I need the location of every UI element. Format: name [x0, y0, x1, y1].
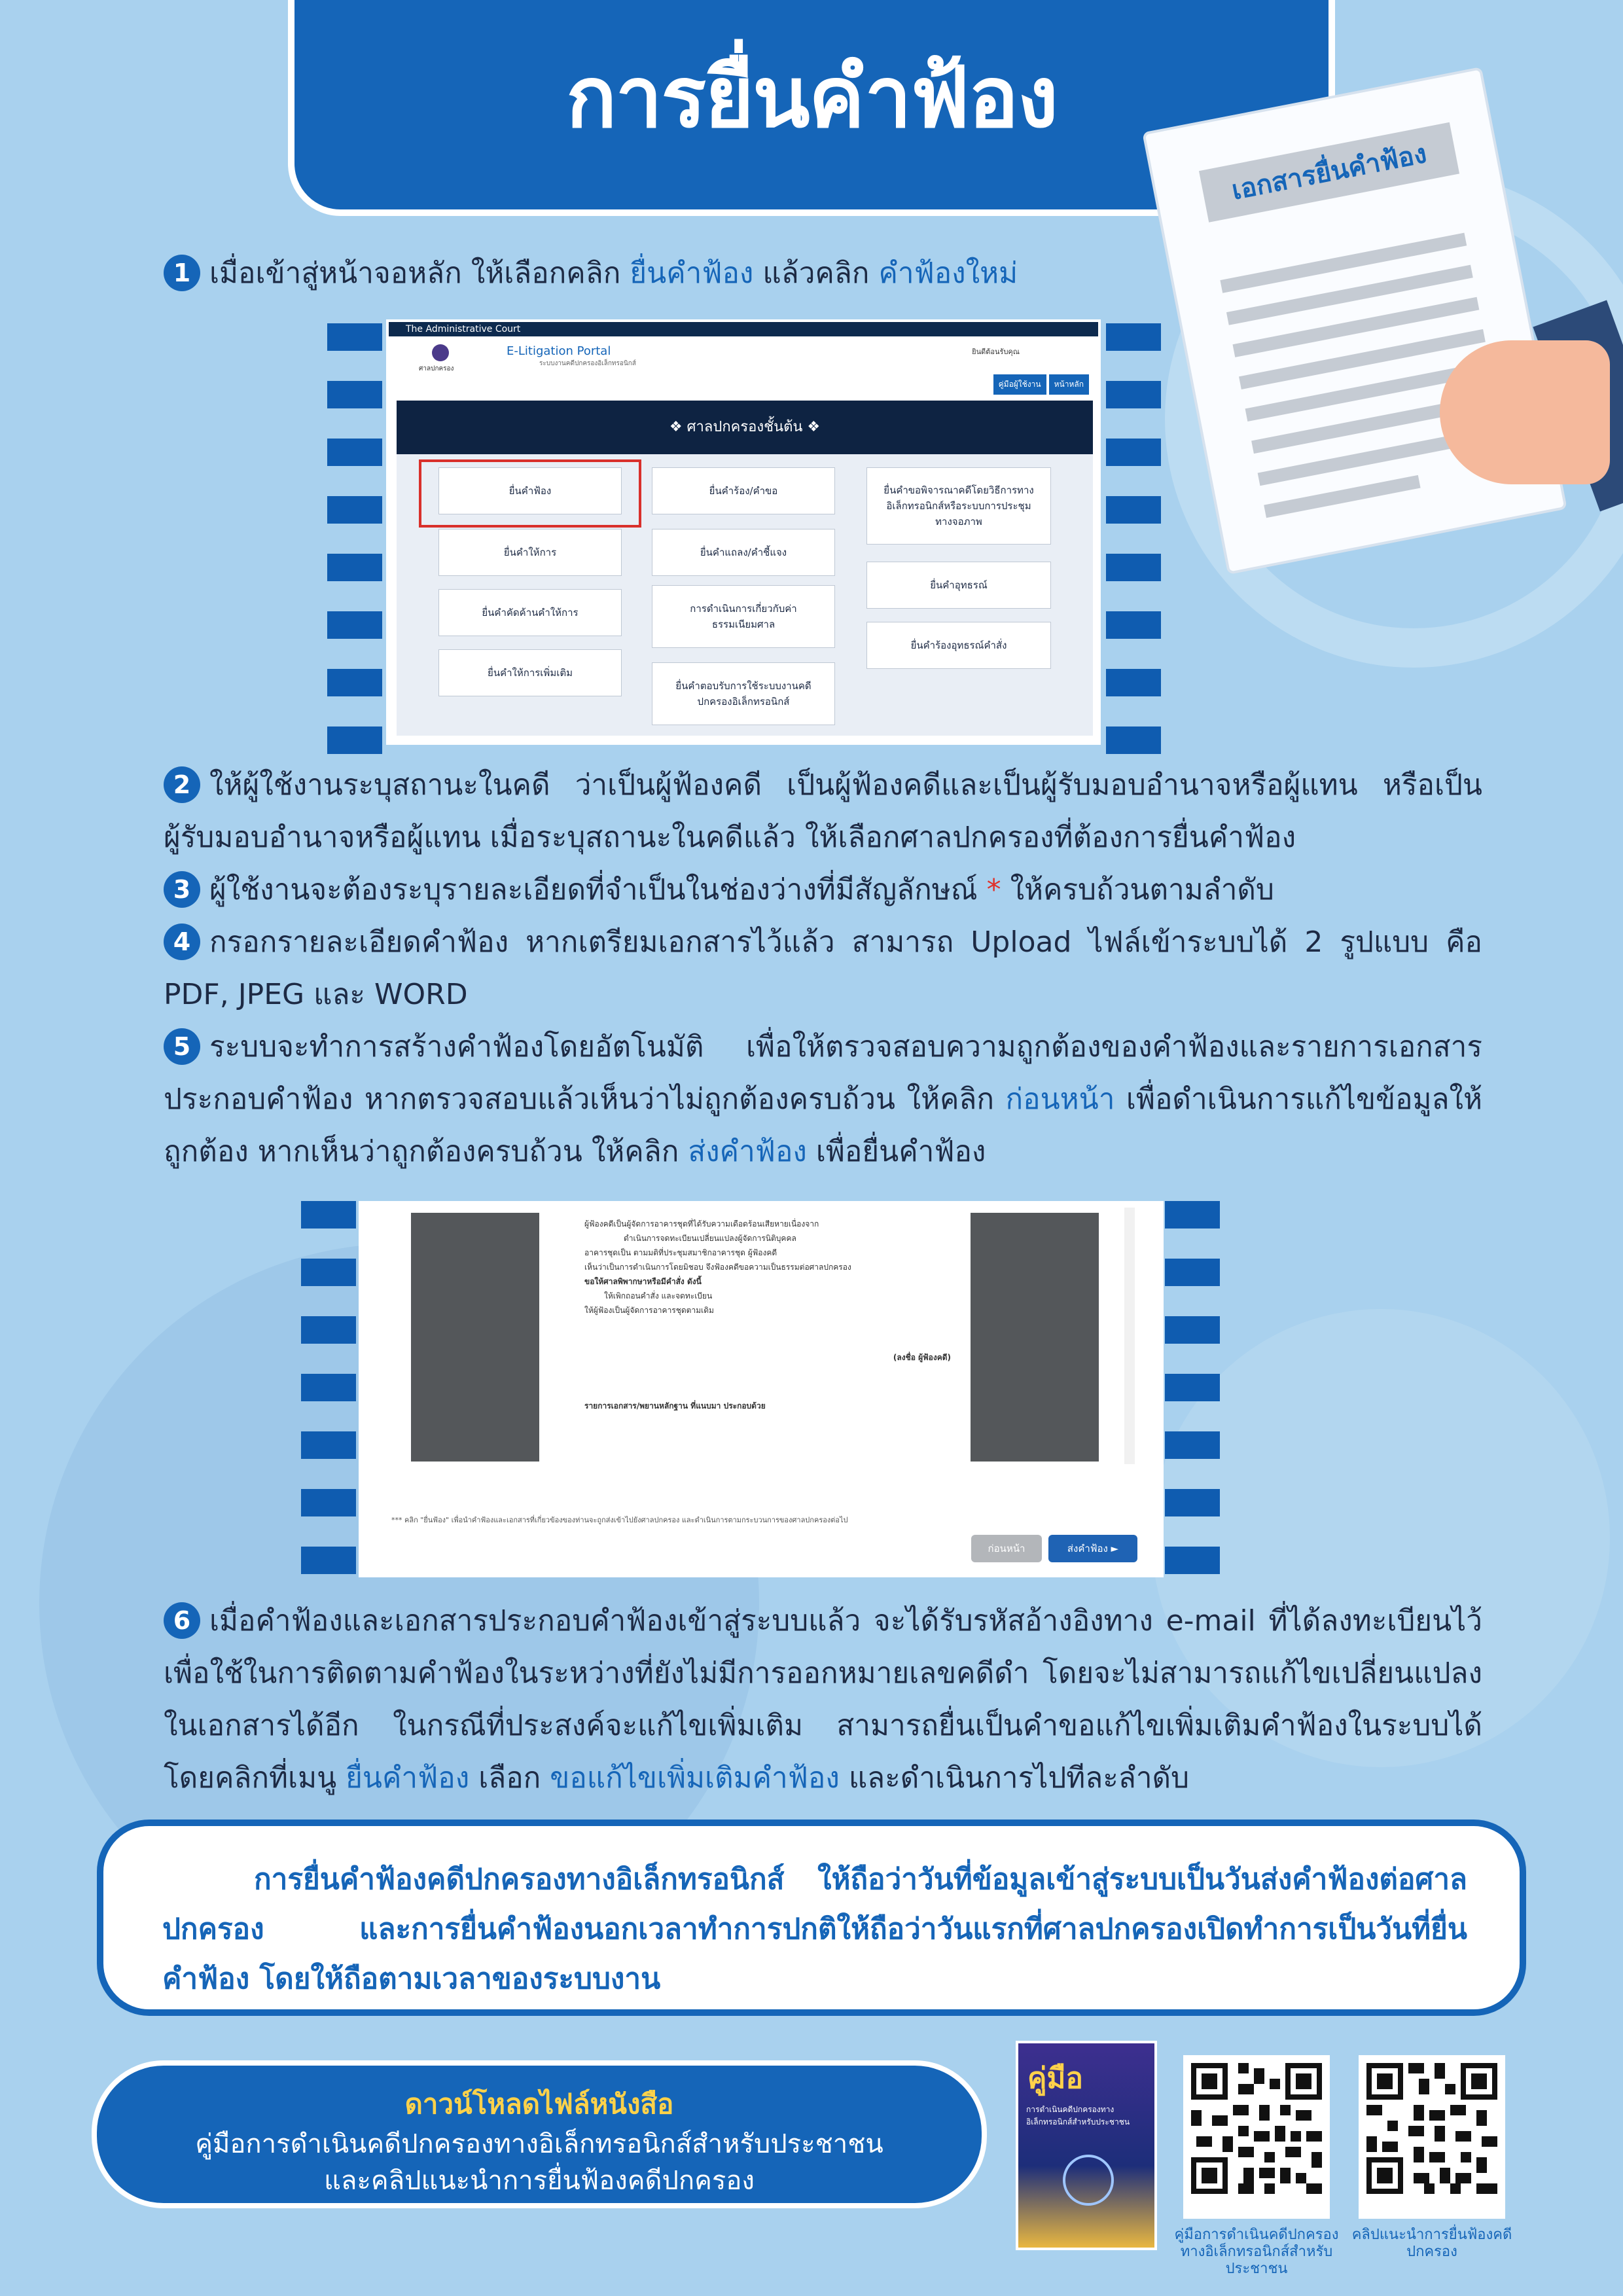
menu-petition[interactable]: ยื่นคำร้อง/คำขอ: [652, 467, 835, 514]
step-number: 2: [164, 766, 200, 803]
required-asterisk: *: [986, 873, 1001, 906]
logo-caption: ศาลปกครอง: [419, 365, 454, 372]
menu-statement[interactable]: ยื่นคำให้การ: [438, 529, 622, 576]
step-number: 6: [164, 1602, 200, 1639]
menu-accept-system[interactable]: ยื่นคำตอบรับการใช้ระบบงานคดีปกครองอิเล็กทรอนิกส์: [652, 662, 835, 725]
step-number: 5: [164, 1028, 200, 1065]
film-strip-right: [1106, 323, 1161, 784]
step-1: 1 เมื่อเข้าสู่หน้าจอหลัก ให้เลือกคลิก ยื่นคำฟ้อง แล้วคลิก คำฟ้องใหม่: [164, 247, 1482, 300]
menu-court-fees[interactable]: การดำเนินการเกี่ยวกับค่าธรรมเนียมศาล: [652, 585, 835, 648]
menu-grid: [397, 454, 1093, 736]
qr-caption-manual: คู่มือการดำเนินคดีปกครองทางอิเล็กทรอนิกส์สำหรับประชาชน: [1174, 2227, 1339, 2277]
step-number: 4: [164, 924, 200, 960]
portal-subtitle: ระบบงานคดีปกครองอิเล็กทรอนิกส์: [539, 360, 636, 367]
notice-text: การยื่นคำฟ้องคดีปกครองทางอิเล็กทรอนิกส์ ให้ถือว่าวันที่ข้อมูลเข้าสู่ระบบเป็นวันส่งคำฟ้องต่อศาลปกครอง และการยื่นคำฟ้องนอกเวลาทำการปกติให้ถือว่าวันแรกที่ศาลปกครองเปิดทำการเป็นวันที่ยื่นคำฟ้อง โดยให้ถือตามเวลาของระบบงาน: [162, 1863, 1467, 1996]
menu-clarification[interactable]: ยื่นคำแถลง/คำชี้แจง: [652, 529, 835, 576]
complaint-preview-screenshot: [359, 1201, 1164, 1577]
court-banner: ❖ ศาลปกครองชั้นต้น ❖: [397, 401, 1093, 454]
welcome-text: ยินดีต้อนรับคุณ: [972, 348, 1020, 356]
book-title: คู่มือ: [1027, 2062, 1083, 2095]
portal-topbar: The Administrative Court: [389, 322, 1098, 336]
step-5: 5 ระบบจะทำการสร้างคำฟ้องโดยอัตโนมัติ เพื่อให้ตรวจสอบความถูกต้องของคำฟ้องและรายการเอกสารประกอบคำฟ้อง หากตรวจสอบแล้วเห็นว่าไม่ถูกต้องครบถ้วน ให้คลิก ก่อนหน้า เพื่อดำเนินการแก้ไขข้อมูลให้ถูกต้อง หากเห็นว่าถูกต้องครบถ้วน ให้คลิก ส่งคำฟ้อง เพื่อยื่นคำฟ้อง: [164, 1021, 1482, 1178]
film-strip-left: [327, 323, 382, 784]
download-line-1: คู่มือการดำเนินคดีปกครองทางอิเล็กทรอนิกส์สำหรับประชาชน: [195, 2129, 883, 2159]
film-strip-left: [301, 1201, 356, 1604]
previous-button[interactable]: ก่อนหน้า: [971, 1535, 1042, 1562]
document-label: เอกสารยื่นคำฟ้อง: [1199, 122, 1459, 223]
preview-footnote: *** คลิก "ยื่นฟ้อง" เพื่อนำคำฟ้องและเอกสารที่เกี่ยวข้องของท่านจะถูกส่งเข้าไปยังศาลปกครอง และดำเนินการตามกระบวนการของศาลปกครองต่อไป: [391, 1516, 848, 1524]
court-logo-icon: [432, 344, 449, 361]
film-strip-right: [1165, 1201, 1220, 1604]
qr-caption-video: คลิปแนะนำการยื่นฟ้องคดีปกครอง: [1351, 2227, 1512, 2260]
step-number: 3: [164, 871, 200, 908]
preview-document-text: ผู้ฟ้องคดีเป็นผู้จัดการอาคารชุดที่ได้รับความเดือดร้อนเสียหายเนื่องจาก ดำเนินการจดทะเบียนเปลี่ยนแปลงผู้จัดการนิติบุคคล อาคารชุดเป็น ตามมติที่ประชุมสมาชิกอาคารชุด ผู้ฟ้องคดี เห็นว่าเป็นการดำเนินการโดยมิชอบ จึงฟ้องคดีขอความเป็นธรรมต่อศาลปกครอง ขอให้ศาลพิพากษาหรือมีคำสั่ง ดังนี้ ให้เพิกถอนคำสั่ง และจดทะเบียน ให้ผู้ฟ้องเป็นผู้จัดการอาคารชุดตามเดิม (ลงชื่อ ผู้ฟ้องคดี) รายการเอกสาร/พยานหลักฐาน ที่แนบมา ประกอบด้วย: [584, 1219, 951, 1410]
step-number: 1: [164, 255, 200, 291]
send-complaint-button[interactable]: ส่งคำฟ้อง ►: [1048, 1535, 1137, 1562]
download-box: [92, 2060, 987, 2208]
notice-box: [97, 1820, 1526, 2016]
book-subtitle: การดำเนินคดีปกครองทางอิเล็กทรอนิกส์สำหรับประชาชน: [1026, 2105, 1130, 2126]
download-heading: ดาวน์โหลดไฟล์หนังสือ: [404, 2088, 674, 2120]
menu-objection[interactable]: ยื่นคำคัดค้านคำให้การ: [438, 589, 622, 636]
step-6: 6 เมื่อคำฟ้องและเอกสารประกอบคำฟ้องเข้าสู่ระบบแล้ว จะได้รับรหัสอ้างอิงทาง e-mail ที่ได้ลงทะเบียนไว้ เพื่อใช้ในการติดตามคำฟ้องในระหว่างที่ยังไม่มีการออกหมายเลขคดีดำ โดยจะไม่สามารถแก้ไขเปลี่ยนแปลงในเอกสารได้อีก ในกรณีที่ประสงค์จะแก้ไขเพิ่มเติม สามารถยื่นเป็นคำขอแก้ไขเพิ่มเติมคำฟ้องในระบบได้โดยคลิกที่เมนู ยื่นคำฟ้อง เลือก ขอแก้ไขเพิ่มเติมคำฟ้อง และดำเนินการไปทีละลำดับ: [164, 1595, 1482, 1804]
qr-code-video[interactable]: [1359, 2055, 1505, 2219]
step-4: 4 กรอกรายละเอียดคำฟ้อง หากเตรียมเอกสารไว้แล้ว สามารถ Upload ไฟล์เข้าระบบได้ 2 รูปแบบ คือ PDF, JPEG และ WORD: [164, 916, 1482, 1021]
book-cover[interactable]: [1016, 2041, 1157, 2250]
preview-scrollbar[interactable]: [1124, 1208, 1135, 1464]
download-line-2: และคลิปแนะนำการยื่นฟ้องคดีปกครอง: [324, 2166, 755, 2196]
scale-icon: [1063, 2155, 1114, 2206]
portal-screenshot: [386, 319, 1101, 745]
menu-file-complaint[interactable]: ยื่นคำฟ้อง: [438, 467, 622, 514]
qr-code-manual[interactable]: [1183, 2055, 1330, 2219]
menu-video-hearing[interactable]: ยื่นคำขอพิจารณาคดีโดยวิธีการทางอิเล็กทรอนิกส์หรือระบบการประชุมทางจอภาพ: [866, 467, 1051, 545]
home-button[interactable]: หน้าหลัก: [1049, 374, 1089, 395]
step-3: 3 ผู้ใช้งานจะต้องระบุรายละเอียดที่จำเป็นในช่องว่างที่มีสัญลักษณ์ * ให้ครบถ้วนตามลำดับ: [164, 864, 1482, 916]
portal-name: E-Litigation Portal: [507, 344, 611, 358]
page-title: การยื่นคำฟ้อง: [565, 49, 1058, 147]
menu-appeal-order[interactable]: ยื่นคำร้องอุทธรณ์คำสั่ง: [866, 622, 1051, 669]
preview-margin-right: [971, 1213, 1099, 1462]
menu-appeal[interactable]: ยื่นคำอุทธรณ์: [866, 562, 1051, 609]
manual-button[interactable]: คู่มือผู้ใช้งาน: [993, 374, 1046, 395]
preview-margin-left: [411, 1213, 539, 1462]
step-2: 2 ให้ผู้ใช้งานระบุสถานะในคดี ว่าเป็นผู้ฟ้องคดี เป็นผู้ฟ้องคดีและเป็นผู้รับมอบอำนาจหรือผู้แทน หรือเป็นผู้รับมอบอำนาจหรือผู้แทน เมื่อระบุสถานะในคดีแล้ว ให้เลือกศาลปกครองที่ต้องการยื่นคำฟ้อง: [164, 759, 1482, 864]
menu-additional-statement[interactable]: ยื่นคำให้การเพิ่มเติม: [438, 649, 622, 696]
hand-illustration: [1440, 340, 1610, 484]
